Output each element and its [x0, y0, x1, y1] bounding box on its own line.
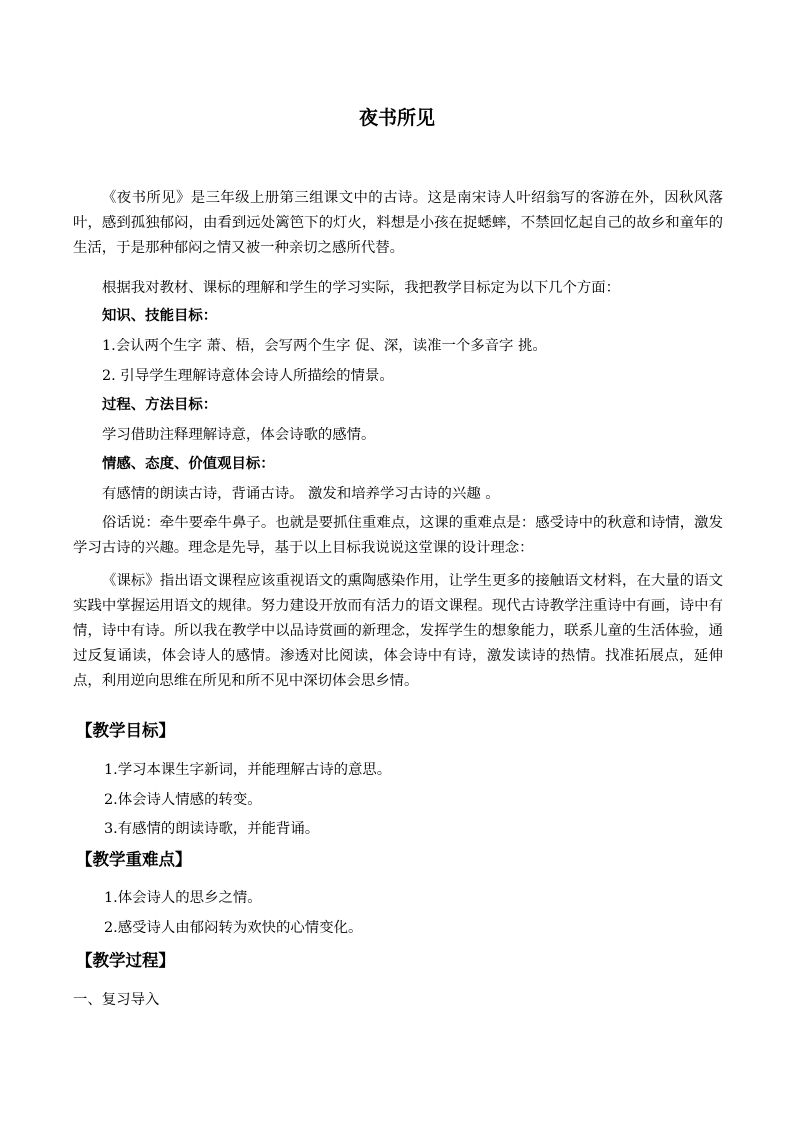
knowledge-heading: 知识、技能目标：: [102, 308, 218, 324]
process-step-1: 一、复习导入: [73, 992, 160, 1008]
teaching-goal-3: 3.有感情的朗读诗歌，并能背诵。: [104, 821, 320, 837]
teaching-goal-1: 1.学习本课生字新词，并能理解古诗的意思。: [104, 762, 392, 778]
teaching-goals-heading: 【教学目标】: [76, 721, 175, 740]
process-item-1: 学习借助注释理解诗意，体会诗歌的感情。: [102, 427, 376, 443]
teaching-process-heading: 【教学过程】: [76, 951, 175, 970]
emotion-item-1: 有感情的朗读古诗，背诵古诗。 激发和培养学习古诗的兴趣 。: [102, 486, 500, 502]
page-title: 夜书所见: [358, 107, 435, 129]
key-points-heading: 【教学重难点】: [76, 850, 192, 869]
intro-paragraph: 《夜书所见》是三年级上册第三组课文中的古诗。这是南宋诗人叶绍翁写的客游在外，因秋风落叶，感到孤独郁闷，由看到远处篱笆下的灯火，料想是小孩在捉蟋蟀，不禁回忆起自己的故乡和童年的生活，于是那种郁闷之情又被一种亲切之感所代替。: [73, 190, 723, 256]
knowledge-item-2: 2. 引导学生理解诗意体会诗人所描绘的情景。: [102, 368, 394, 384]
key-paragraph: 俗话说：牵牛要牵牛鼻子。也就是要抓住重难点，这课的重难点是：感受诗中的秋意和诗情，激发学习古诗的兴趣。理念是先导，基于以上目标我说说这堂课的设计理念：: [73, 515, 723, 556]
concept-paragraph: 《课标》指出语文课程应该重视语文的熏陶感染作用，让学生更多的接触语文材料，在大量的语文实践中掌握运用语文的规律。努力建设开放而有活力的语文课程。现代古诗教学注重诗中有画，诗中有情，诗中有诗。所以我在教学中以品诗赏画的新理念，发挥学生的想象能力，联系儿童的生活体验，通过反复诵读，体会诗人的感情。渗透对比阅读，体会诗中有诗，激发读诗的热情。找准拓展点，延伸点，利用逆向思维在所见和所不见中深切体会思乡情。: [73, 573, 723, 689]
key-point-2: 2.感受诗人由郁闷转为欢快的心情变化。: [104, 920, 363, 936]
emotion-heading: 情感、态度、价值观目标：: [102, 456, 275, 472]
knowledge-item-1: 1.会认两个生字 萧、梧，会写两个生字 促、深，读准一个多音字 挑。: [102, 338, 547, 354]
process-heading: 过程、方法目标：: [102, 397, 218, 413]
teaching-goal-2: 2.体会诗人情感的转变。: [104, 792, 262, 808]
goals-intro: 根据我对教材、课标的理解和学生的学习实际，我把教学目标定为以下几个方面：: [102, 280, 621, 296]
key-point-1: 1.体会诗人的思乡之情。: [104, 890, 262, 906]
